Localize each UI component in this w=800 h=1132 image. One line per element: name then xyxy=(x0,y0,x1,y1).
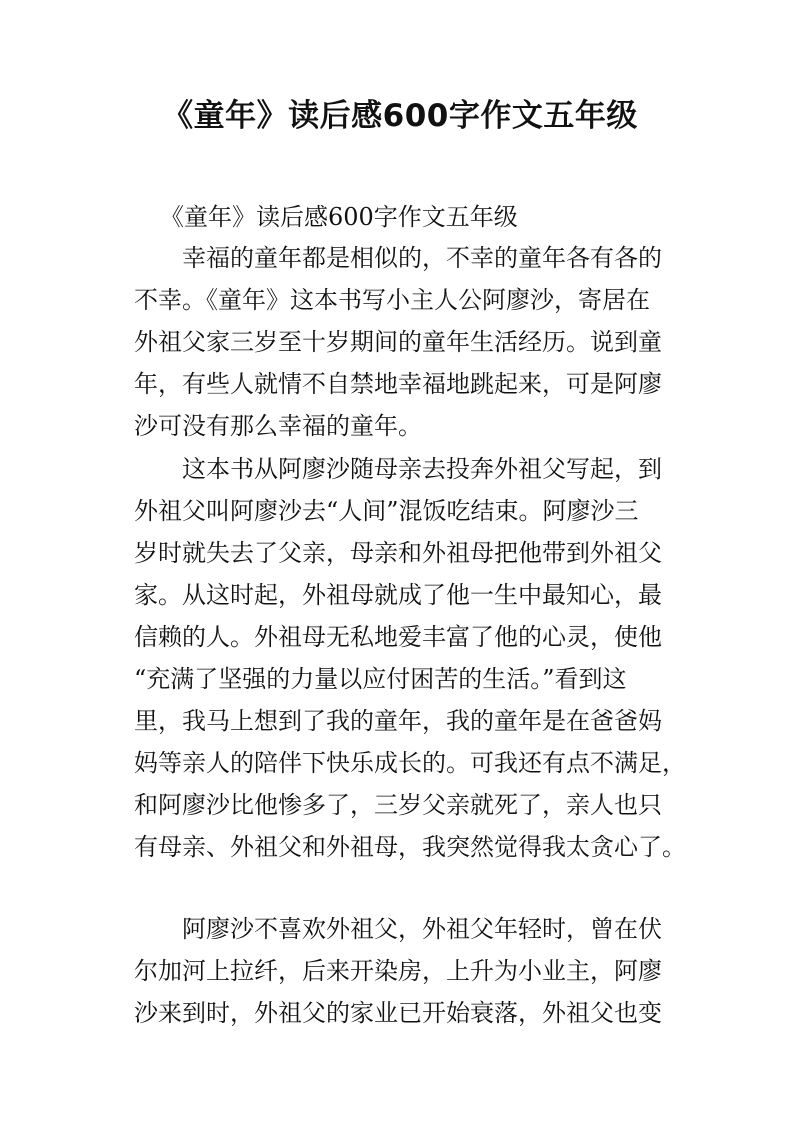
paragraph-line: 和阿廖沙比他惨多了，三岁父亲就死了，亲人也只 xyxy=(134,791,662,819)
paragraph-1 xyxy=(134,237,674,447)
paragraph-line: 妈等亲人的陪伴下快乐成长的。可我还有点不满足， xyxy=(134,749,686,777)
paragraph-line: 岁时就失去了父亲，母亲和外祖母把他带到外祖父 xyxy=(134,539,662,567)
paragraph-line: 幸福的童年都是相似的，不幸的童年各有各的 xyxy=(182,244,662,272)
paragraph-line: 信赖的人。外祖母无私地爱丰富了他的心灵，使他 xyxy=(134,623,662,651)
paragraph-line: 不幸。《童年》这本书写小主人公阿廖沙，寄居在 xyxy=(134,286,650,314)
paragraph-3 xyxy=(134,908,674,1034)
document-subtitle: 《童年》读后感600字作文五年级 xyxy=(160,203,518,231)
paragraph-line: 家。从这时起，外祖母就成了他一生中最知心，最 xyxy=(134,581,662,609)
paragraph-line: 沙可没有那么幸福的童年。 xyxy=(134,412,422,440)
paragraph-line: 外祖父叫阿廖沙去“人间”混饭吃结束。阿廖沙三 xyxy=(134,497,639,525)
paragraph-2 xyxy=(134,448,686,868)
paragraph-line: 外祖父家三岁至十岁期间的童年生活经历。说到童 xyxy=(134,328,662,356)
paragraph-line: 年，有些人就情不自禁地幸福地跳起来，可是阿廖 xyxy=(134,370,662,398)
paragraph-line: 尔加河上拉纤，后来开染房，上升为小业主，阿廖 xyxy=(134,957,662,985)
paragraph-line: 这本书从阿廖沙随母亲去投奔外祖父写起，到 xyxy=(182,455,662,483)
paragraph-line: “充满了坚强的力量以应付困苦的生活。”看到这 xyxy=(134,665,627,693)
paragraph-line: 阿廖沙不喜欢外祖父，外祖父年轻时，曾在伏 xyxy=(182,915,662,943)
document-title: 《童年》读后感600字作文五年级 xyxy=(162,98,638,134)
paragraph-line: 里，我马上想到了我的童年，我的童年是在爸爸妈 xyxy=(134,707,662,735)
paragraph-line: 沙来到时，外祖父的家业已开始衰落，外祖父也变 xyxy=(134,999,662,1027)
paragraph-line: 有母亲、外祖父和外祖母，我突然觉得我太贪心了。 xyxy=(134,833,686,861)
